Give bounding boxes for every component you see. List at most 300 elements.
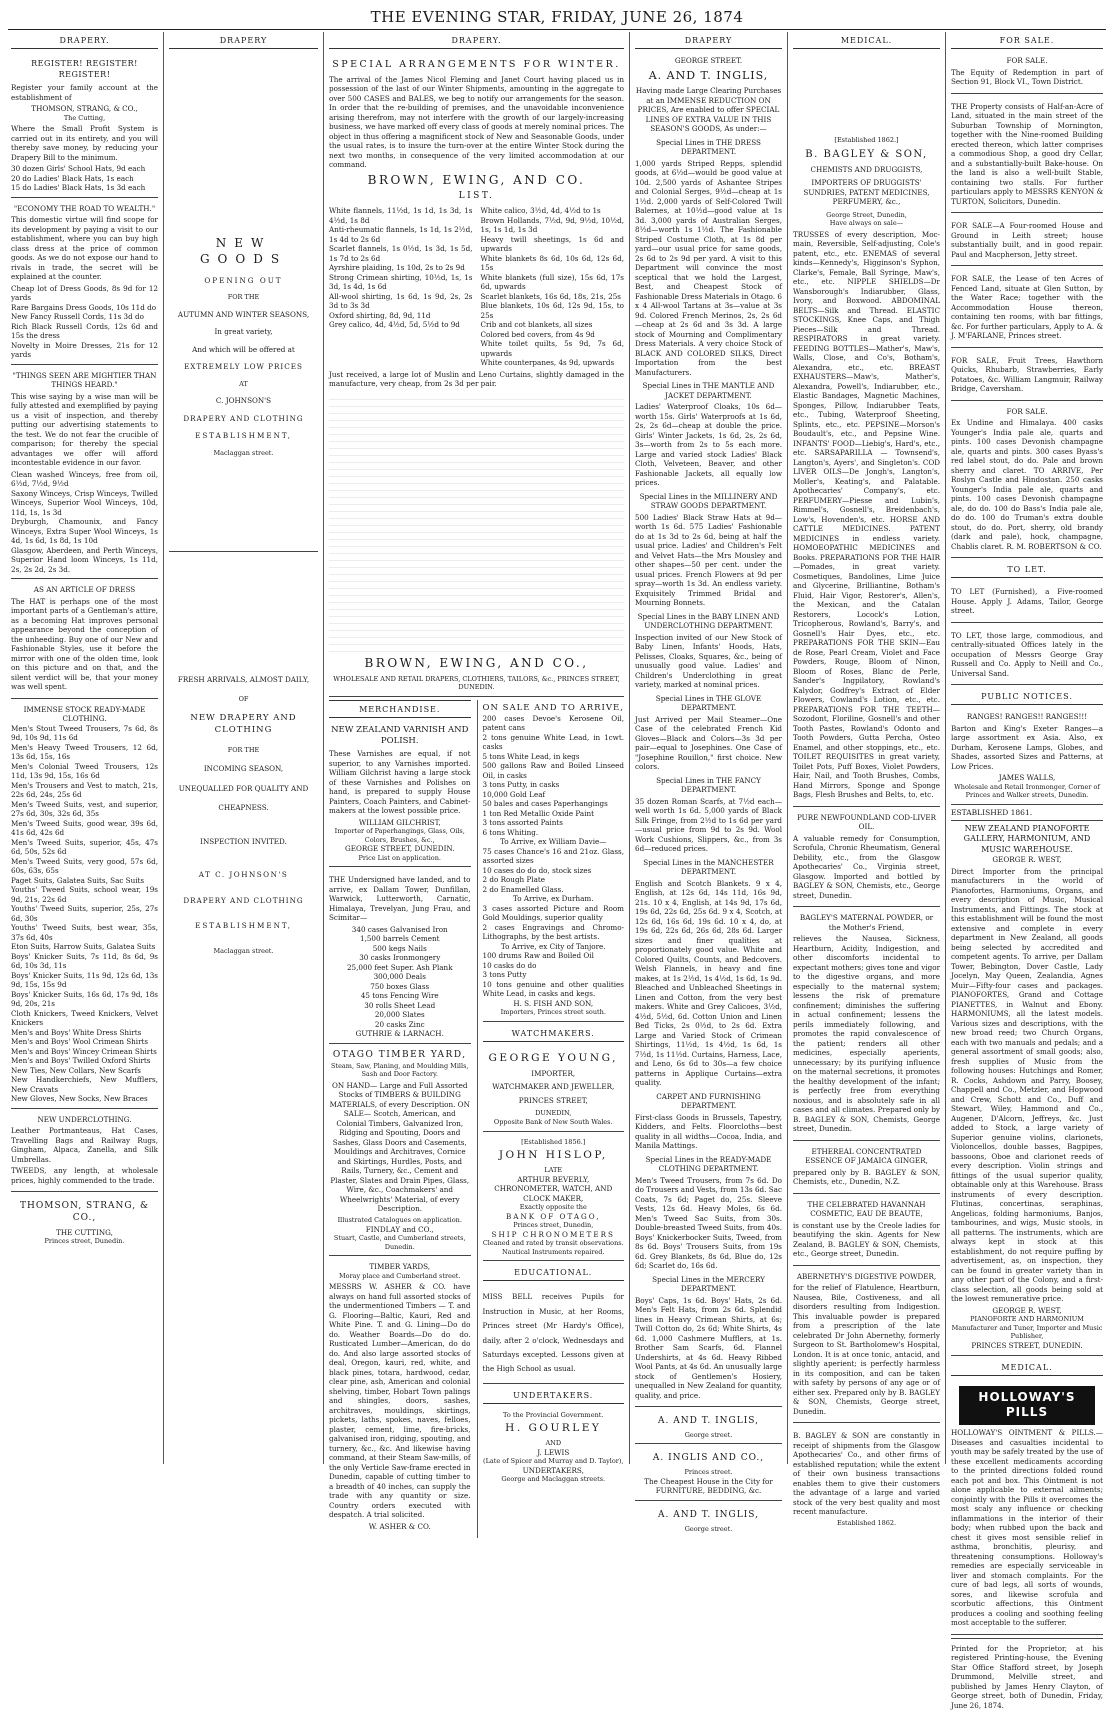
ad-clothing-item: Eton Suits, Harrow Suits, Galatea Suits [11,942,156,952]
ad-special-firm: BROWN, EWING, AND CO. [367,172,586,187]
ad-fresh-l7: CHEAPNESS. [218,803,269,813]
ad-underclothing [11,1112,158,1193]
ad-powder-heading: BAGLEY'S MATERNAL POWDER, or the Mother's Friend, [799,913,934,932]
ad-abernethy [793,1269,940,1424]
inglis-section [635,1092,782,1151]
ad-new-goods-l7: AT [239,379,248,388]
ad-inglis-footer-3-addr: George street. [684,1524,733,1533]
ad-to-let-body: TO LET (Furnished), a Five-roomed House. Apply J. Adams, Tailor, George street. [951,587,1103,615]
ad-things-item: Saxony Winceys, Crisp Winceys, Twilled Winceys, Superior Wool Winceys, 10d, 11d, 1s, 1s 3d [11,488,158,517]
medical-head: MEDICAL. [951,1359,1103,1376]
column-2 [164,32,324,1464]
ad-special-item: White flannels, 11½d, 1s 1d, 1s 3d, 1s 4½d, 1s 8d [329,206,473,225]
ad-special-filler-text [329,393,624,653]
inglis-section [635,694,782,772]
ad-cod-liver [793,810,940,908]
column-1 [6,32,164,1464]
ad-gourley-l4: (Late of Spicer and Murray and D. Taylor), [483,1457,624,1466]
merchandise-head: MERCHANDISE. [329,700,471,718]
ad-young-l4: DUNEDIN, [535,1109,572,1118]
ad-special-firm2: BROWN, EWING, AND CO., [364,655,589,670]
ad-fresh-l2: OF [238,694,249,703]
imprint-text: Printed for the Proprietor, at his registered Printing-house, the Evening Star Office Stafford street, by Joseph Drummond, Melville street, and published by James Henry Clayton, of George street, both of Dunedin, Friday, June 26, 1874. [951,1643,1103,1710]
ad-fresh-l12: Maclaggan street. [213,946,274,955]
ad-on-sale-item: 3 tons Putty [482,970,527,980]
ad-hislop-l8: Cleaned and rated by transit observations. Nautical Instruments repaired. [482,1239,624,1256]
ad-young-heading: GEORGE YOUNG, [488,1052,618,1065]
ad-to-let-1 [951,582,1103,623]
ad-inglis-footer-2-addr: Princes street. [684,1468,733,1477]
ad-hislop-heading: JOHN HISLOP, [498,1149,608,1162]
ad-things [11,368,158,580]
for-sale-ad [951,269,1103,348]
inglis-section-title: Special Lines in THE MANTLE AND JACKET DEPARTMENT. [642,381,775,400]
ad-bagley-l2: IMPORTERS OF DRUGGISTS' SUNDRIES, PATENT MEDICINES, PERFUMERY, &c., [803,178,930,207]
ad-holloway [951,1380,1103,1635]
column-7 [946,32,1108,1710]
ad-thomson-street: Princes street, Dunedin. [44,1237,125,1246]
ad-gourley-l5: UNDERTAKERS, [522,1465,584,1475]
ad-on-sale-item: 2 cases Engravings and Chromo-Lithographs, by the best artists. [482,922,624,942]
ad-on-sale-item: 3 tons assorted Paints [482,818,563,828]
ad-special-list-right [481,206,625,368]
ad-economy-heading: "ECONOMY THE ROAD TO WEALTH." [13,203,156,213]
ad-things-item: Dryburgh, Chamounix, and Fancy Winceys, Extra Super Wool Winceys, 1s 4d, 1s 6d, 1s 8d, 1s 10d [11,517,158,546]
ad-clothing-item: Youths' Tweed Suits, superior, 25s, 27s 6d, 30s [11,904,158,923]
inglis-section-title: Special Lines in the MILLINERY AND STRAW GOODS DEPARTMENT. [639,491,778,511]
ad-register-item: 30 dozen Girls' School Hats, 9d each [11,164,146,174]
column-3-head: DRAPERY. [329,32,624,49]
ad-on-sale-item: 5 tons White Lead, in kegs [482,751,580,761]
ad-on-sale-arrive1-list [483,847,625,895]
ad-gourley [483,1408,625,1488]
ad-on-sale-list [483,714,625,838]
ad-george-young [483,1046,625,1132]
ad-hislop-est: [Established 1856.] [521,1137,586,1146]
ad-new-goods-l10: ESTABLISHMENT, [195,431,292,441]
ad-fresh-l4: FOR THE [227,745,260,754]
ad-otago-firm: FINDLAY and CO., [365,1224,434,1234]
ad-gourley-l3: J. LEWIS [537,1447,570,1457]
ad-new-goods-l9: DRAPERY AND CLOTHING [183,413,304,423]
ad-on-sale-item: 2 do Rough Plate [482,875,546,885]
ad-inglis-footer-1 [635,1410,782,1444]
ad-hislop-l4: Exactly opposite the [519,1203,587,1212]
ad-inglis-intro: Having made Large Clearing Purchases at an IMMENSE REDUCTION ON PRICES, Are enabled to offer SPECIAL LINES OF EXTRA VALUE IN THIS SEASON'S GOODS, As under:— [635,86,782,134]
ad-guthrie-item: 30 casks Ironmongery [359,953,441,963]
ad-guthrie-item: 300,000 Deals [373,972,426,982]
ad-thomson-place: THE CUTTING, [56,1227,113,1237]
ad-clothing [11,702,158,1109]
column-2-head: DRAPERY [169,32,318,49]
ad-inglis-footer-2-firm: A. INGLIS AND CO., [652,1453,765,1464]
ad-hislop-l5: BANK OF OTAGO, [505,1211,601,1221]
ad-underclothing-heading: NEW UNDERCLOTHING. [37,1114,132,1124]
ad-inglis-sections [635,138,782,1401]
ad-inglis-footer-1-addr: George street. [684,1430,733,1439]
inglis-section-body: 35 dozen Roman Scarfs, at 7½d each—well worth 1s 6d. 5,000 yards of Black Silk Fringe, from 2½d to 1s 6d per yard—usual price from 9d to 2s 9d. Wool Work Cushions, Slippers, &c., from 3s 6d—reduced prices. [635,796,782,854]
ad-havannah [793,1197,940,1266]
ad-on-sale-arrive2-list [483,904,625,942]
ad-thomson-footer [11,1195,158,1250]
ad-inglis-footer-3-firm: A. AND T. INGLIS, [658,1509,759,1520]
ad-clothing-item: Men's and Boys' Twilled Oxford Shirts [11,1056,151,1066]
ad-havannah-body: is constant use by the Creole ladies for beautifying the skin. Agents for New Zealand, B. BAGLEY & SON, Chemists, etc., George street, Dunedin. [793,1220,940,1259]
ad-fresh-l9: AT C. JOHNSON'S [198,870,289,880]
ad-underclothing-body2: TWEEDS, any length, at wholesale prices, highly commended to the trade. [11,1166,158,1185]
ad-gourley-heading: H. GOURLEY [505,1422,602,1435]
for-sale-ad [951,351,1103,401]
for-sale-ad [951,404,1103,559]
ad-clothing-item: Boys' Knicker Suits, 16s 6d, 17s 9d, 18s 9d, 20s, 21s [11,989,158,1009]
ad-pianoforte [951,821,1103,1356]
ad-piano-heading: NEW ZEALAND PIANOFORTE GALLERY, HARMONIUM, AND MUSIC WAREHOUSE. [963,823,1091,854]
ad-abernethy-heading: ABERNETHY'S DIGESTIVE POWDER, [796,1271,937,1281]
ad-clothing-item: Cloth Knickers, Tweed Knickers, Velvet Knickers [11,1008,158,1028]
ad-bagley-constant [793,1426,940,1531]
ad-new-goods-heading: NEW GOODS [199,236,288,266]
ad-on-sale-item: 2 tons genuine White Lead, in 1cwt. casks [482,732,624,752]
inglis-section-title: Special Lines in THE DRESS DEPARTMENT. [656,137,761,157]
ad-special-winter [329,53,624,697]
ad-register-place: The Cutting, [63,113,106,122]
ad-fresh-l1: FRESH ARRIVALS, ALMOST DAILY, [177,675,310,685]
ad-varnish-addr: GEORGE STREET, DUNEDIN. [344,844,455,854]
inglis-section-title: Special Lines in THE FANCY DEPARTMENT. [656,775,761,795]
ad-on-sale-item: 100 drums Raw and Boiled Oil [482,951,594,961]
ad-otago-heading: OTAGO TIMBER YARD, [332,1049,467,1060]
ad-guthrie [329,870,471,1044]
ad-special-item: White blankets 8s 6d, 10s 6d, 12s 6d, 15s [480,253,624,273]
ad-clothing-heading: IMMENSE STOCK READY-MADE CLOTHING. [23,704,146,724]
ad-on-sale-item: 10,000 Gold Leaf [482,789,546,799]
ad-clothing-item: Men's Heavy Tweed Trousers, 12 6d, 13s 6d, 15s, 16s [11,742,158,762]
inglis-section-body: Boys' Caps, 1s 6d. Boys' Hats, 2s 6d. Men's Felt Hats, from 2s 6d. Splendid lines in Heavy Crimean Shirts, at 6s; Twill Cotton do, 2s 6d; White Shirts, 4s 6d. 1,000 Cashmere Mufflers, at 1s. Brother Sam Scarfs, 6d. Flannel Undershirts, at 4s 6d. Heavy Ribbed Wool Pants, at 4s 6d. An unusually large stock of Gentlemen's Hosiery, unequalled in New Zealand for quantity, quality, and price. [635,1295,782,1400]
ad-register-heading: REGISTER! REGISTER! REGISTER! [31,59,138,79]
ad-guthrie-item: 500 kegs Nails [372,943,427,953]
ad-inglis-firm: A. AND T. INGLIS, [648,68,769,82]
for-sale-body: The Equity of Redemption in part of Section 91, Block VI., Town District. [951,67,1103,86]
ad-bagley-est: [Established 1862.] [834,136,899,144]
ad-young-l5: Opposite Bank of New South Wales. [493,1117,613,1126]
ad-new-goods-l5: And which will be offered at [192,344,295,354]
ad-special-heading: SPECIAL ARRANGEMENTS FOR WINTER. [332,59,621,70]
ad-special-item: Strong Crimean shirting, 10½d, 1s, 1s 3d, 1s 4d, 1s 6d [329,272,473,292]
ad-bagley-l1: CHEMISTS AND DRUGGISTS, [810,164,923,174]
ad-dress-body: The HAT is perhaps one of the most important parts of a Gentleman's attire, as a becoming Hat improves personal appearance beyond the conception of the unheeding. Buy one of our New and Fashionable Styles, use it before the mirror with one of the olden time, look on this picture and on that, and the silent verdict will be, that your money was well spent. [11,596,158,692]
ad-clothing-item: New Ties, New Collars, New Scarfs [11,1065,141,1075]
ad-economy-item: Novelty in Moire Dresses, 21s for 12 yards [11,340,158,360]
ad-clothing-list [11,724,158,1104]
ad-cod-liver-heading: PURE NEWFOUNDLAND COD-LIVER OIL. [796,812,937,832]
ad-new-goods-l1: OPENING OUT [204,275,283,285]
inglis-section-body: Inspection invited of our New Stock of Baby Linen, Infants' Hoods, Hats, Pelisses, Cloaks, Squares, &c., being of unusually good value. Ladies' and Children's Underclothing in great variety, marked at nominal prices. [635,632,782,690]
ad-gourley-l2: AND [545,1439,562,1448]
ad-inglis-footer-1-firm: A. AND T. INGLIS, [658,1416,759,1427]
ad-bagley [793,53,940,807]
ad-guthrie-item: 1,500 barrels Cement [360,934,440,944]
ad-on-sale-item: 10 tons genuine and other qualities White Lead, in casks and kegs. [482,979,624,999]
for-sale-body: FOR SALE, Fruit Trees, Hawthorn Quicks, Rhubarb, Strawberries, Early Potatoes, &c. William Langmuir, Railway Bridge, Caversham. [951,355,1103,393]
ad-special-item: Brown Hollands, 7½d, 9d, 9½d, 10½d, 1s, 1s 1d, 1s 3d [480,215,624,235]
inglis-section [635,381,782,488]
ad-clothing-item: Men's Colonial Tweed Trousers, 12s 11d, 13s 9d, 15s, 16s 6d [11,761,158,781]
ad-clothing-item: Men's Trousers and Vest to match, 21s, 22s 6d, 24s, 25s 6d [11,780,158,800]
ad-special-list-left [329,206,473,368]
ad-hislop-l7: SHIP CHRONOMETERS [491,1229,615,1239]
inglis-section [635,138,782,378]
ad-on-sale-item: 10 cases do do do, stock sizes [482,865,592,875]
inglis-section-title: CARPET AND FURNISHING DEPARTMENT. [656,1091,761,1111]
ad-on-sale-arrive3: To Arrive, ex City of Tanjore. [500,941,606,951]
ad-clothing-item: New Gloves, New Socks, New Braces [11,1094,148,1104]
ad-timber-body: MESSRS W. ASHER & CO. have always on hand full assorted stocks of the undermentioned Timbers — T. and G. Flooring—Baltic, Kauri, Red and White Pine. T. and G. Lining—Do do do. Weather Boards—Do do do. Rusticated Lumber—American, do do do. And also large assorted stocks of deal, Oregon, kauri, red, white, and black pines, totara, hardwood, cedar, clear pine, ash, American and colonial shelving, timber, Hobart Town palings and shingles, doors, sashes, architraves, mouldings, skirtings, pickets, laths, spokes, naves, felloes, plaster, cement, lime, fire-bricks, galvanised iron, ridging, spouting, and turnery, &c., &c. And likewise having command, at their Steam Saw-mills, of the only Verticle Saw-frame erected in Dunedin, capable of cutting timber to a breadth of 40 inches, can supply the trade with any quantity or size. Country orders executed with despatch. A trial solicited. [329,1282,471,1520]
ad-varnish-name: WILLIAM GILCHRIST, [358,817,441,827]
ad-bagley-l3: George Street, Dunedin, [826,210,907,219]
ad-young-l3: PRINCES STREET, [518,1095,588,1105]
for-sale-heading: FOR SALE. [1006,406,1048,416]
ad-inglis-footer-3 [635,1504,782,1537]
ad-gourley-l6: George and Maclaggan streets. [501,1475,606,1484]
ad-special-item: Ayrshire plaiding, 1s 10d, 2s to 2s 9d [329,263,465,273]
ad-clothing-item: Youths' Tweed Suits, school wear, 19s 9d, 21s, 22s 6d [11,885,158,904]
ad-guthrie-item: 25,000 feet Super. Ash Plank [346,962,453,972]
ad-gourley-l1: To the Provincial Government. [503,1410,604,1419]
ad-on-sale-addr: Importers, Princes street south. [500,1008,606,1017]
inglis-section [635,858,782,1088]
ad-fresh-l11: ESTABLISHMENT, [195,921,292,931]
column-1-head: DRAPERY. [11,32,158,49]
masthead [0,0,1114,30]
ad-clothing-item: Men's Tweed Suits, good wear, 39s 6d, 41s 6d, 42s 6d [11,818,158,838]
ad-special-item: Crib and cot blankets, all sizes [480,320,593,330]
inglis-section-title: Special Lines in THE GLOVE DEPARTMENT. [655,693,762,713]
ad-clothing-item: Men's and Boys' White Dress Shirts [11,1027,142,1037]
inglis-section-body: English and Scotch Blankets. 9 x 4, English, at 12s 6d, 14s 11d, 16s 9d, 21s. 10 x 4, English, at 14s 9d, 17s 6d, 19s 6d, 22s 6d, 25s 6d. 9 x 4, Scotch, at 12s 6d, 16s 6d, 19s 6d. 10 x 4, do, at 19s 6d, 22s 6d, 26s 6d, 28s 6d. Larger sizes and finer qualities at proportionately good value. White and Colored Quilts, Counts, and Bedcovers. Welsh Flannels, in heavy and fine makes, at 1s 2½d, 1s 4½d, 1s 6d, 1s 9d. Bleached and Unbleached Sheetings in Linen and Cotton, from the very best makers. White and Grey Calicoes, 3½d, 4½d, 5½d, 6d. Cotton Union and Linen Bed Ticks, 2s 0½d, to 2s 6d. Extra Large and Varied Stock of Crimean Shirtings, 11½d, 1s 4½d, 1s 6d, 1s 7½d, 1s 11½d. Curtains, Harness, Lace, and Leno, 6s 6d to 30s—a few choice patterns in Applique Curtains—extra quality. [635,878,782,1088]
ad-guthrie-item: 750 boxes Glass [370,981,430,991]
ad-on-sale-arrive2: To Arrive, ex Durham. [512,894,594,904]
inglis-section-body: First-class Goods in Brussels, Tapestry, Kidders, and Felts. Floorcloths—best quality in all widths—Cocoa, India, and Manila Mattings. [635,1112,782,1151]
watchmakers-head: WATCHMAKERS. [483,1025,625,1042]
ad-on-sale-heading: ON SALE AND TO ARRIVE, [482,702,624,713]
ad-on-sale-firm: H. S. FISH AND SON, [513,998,594,1008]
public-notices-head: PUBLIC NOTICES. [951,688,1103,705]
ad-underclothing-body: Leather Portmanteaus, Hat Cases, Travelling Bags and Railway Rugs, Gingham, Alpaca, Zanella, and Silk Umbrellas. [11,1126,158,1164]
ad-dress [11,582,158,699]
inglis-section [635,1155,782,1271]
ad-register [11,53,158,198]
ad-piano-body: Direct Importer from the principal manufacturers in the world of Pianofortes, Harmoniums, Organs, and every description of Music, Musical Instruments, and Fittings. The stock at this establishment will be found the most extensive and complete in every department in New Zealand, all goods being selected by accredited and competent agents. To arrive, per Dallam Tower, Bebington, Dover Castle, Lady Jocelyn, May Queen, Zealandia, Agnes Muir—Fifty-four cases and packages. PIANOFORTES, Grand and Cottage PIANETTES, in Walnut and Ebony. HARMONIUMS, all the latest models. Various sizes and descriptions, with the new broad reed; two Church Organs, each with two manuals and pedals; and a general assortment of small goods; also, fresh supplies of Music from the following houses: Hutchings and Romer, R. Cocks, Ashdown and Parry, Boosey, Chappell and Co., Metzler, and Hopwood and Crew, Schott and Co., Duff and Stewart, Wiley, Hammond and Co., Augener, D'Alcorn, Jeffreys, &c. Just added to Stock, a large variety of Superior genuine violins, clarionets, Violoncellos, double basses, Bagpipes, bassoons, Oboe and clarionet reeds of every description. Violin strings and fittings of the usual superior quality, obtainable only at this Warehouse. Brass instruments of every description. Flutinas, concertinas, seraphinas, Angelicas, folding harmoniums, Banjos, tambourines, and wigs, Music stools, in all patterns. The instruments, which are always kept in stock at this establishment, do not require puffing by advertisement, as, on inspection, they can be found in greater variety than in any other part of the Colony, and a first-class selection, all goods being sold at the lowest remunerative price. [951,866,1103,1304]
ad-inglis-addr: GEORGE STREET. [674,56,743,65]
for-sale-heading: FOR SALE. [1006,56,1048,65]
ad-new-goods-l4: In great variety, [214,327,273,337]
ad-clothing-item: Men's and Boys' Wool Crimean Shirts [11,1037,149,1047]
ad-new-goods-l2: FOR THE [227,293,260,302]
ad-on-sale-arrive3-list [483,951,625,999]
holloway-pills-logo: HOLLOWAY'S PILLS [959,1386,1095,1426]
ad-clothing-item: Men's Tweed Suits, vest, and superior, 27s 6d, 30s, 32s 6d, 35s [11,799,158,819]
ad-varnish-heading: NEW ZEALAND VARNISH AND POLISH. [331,724,469,746]
ad-register-body2: Where the Small Profit System is carried out in its entirety, and you will thereby save money, by reducing your Drapery Bill to the minimum. [11,124,158,162]
ad-things-heading: "THINGS SEEN ARE MIGHTIER THAN THINGS HEARD." [12,370,157,390]
ad-guthrie-body: THE Undersigned have landed, and to arrive, ex Dallam Tower, Dunfillan, Warwick, Lutterworth, Carnatic, Himalaya, Trevelyan, Jung Frau, and Scimitar— [329,875,471,923]
ad-fresh-l5: INCOMING SEASON, [203,764,284,774]
inglis-section-body: 1,000 yards Striped Repps, splendid goods, at 6½d—would be good value at 10d. 2,500 yards of Ashantee Stripes and Colonial Serges, 9½d—cheap at 1s 1½d. 2,000 yards of Self-Colored Twill Balernes, at 10½d—good value at 1s 3d. 3,000 yards of Australian Serges, 8½d—worth 1s 1½d. The Fashionable Striped Costume Cloth, at 1s 8d per yard—our usual price for same goods, 2s 6d to 2s 9d per yard. A visit to this Department will convince the most sceptical that we hold the Largest, Best, and Cheapest Stock of Fashionable Dress Materials in Otago. 6 x 4 All-wool Tartans at 3s—value at 3s 9d. Colored French Merinos, 2s, 2s 6d—cheap at 2s 6d and 3s 3d. A large stock of Mourning and Complimentary Dress Materials. A very choice Stock of BLACK AND COLORED SILKS, Direct Importation from the best Manufacturers. [635,158,782,377]
ad-varnish-role: Importer of Paperhangings, Glass, Oils, Colors, Brushes, &c., [334,827,465,844]
ad-things-body: This wise saying by a wise man will be fully attested and exemplified by paying us a visit of inspection, and thereby putting our advertising statements to the test. We do not fear the crucible of comparison; for thereby the special advantages we offer will afford incontestable evidence in our favor. [11,391,158,468]
ad-clothing-item: Men's Tweed Suits, superior, 45s, 47s 6d, 50s, 52s 6d [11,837,158,857]
ad-on-sale-arrive1: To Arrive, ex William Davie— [500,837,607,847]
ad-bagley-body: TRUSSES of every description, Moc-main, Reversible, Self-adjusting, Cole's patent, etc., etc. ENEMAS of several kinds—Kennedy's, Higginson's Syphon, Clarke's, Female, Ball Syringe, Maw's, etc., etc. NIPPLE SHIELDS—Dr Wansborough's Indiarubber, Glass, Ivory, and Boxwood. ABDOMINAL BELTS—Silk and Thread. ELASTIC STOCKINGS, Knee Caps, and Thigh Pieces—Silk and Thread. RESPIRATORS in great variety. FEEDING BOTTLES—Mather's, Maw's, Walls, Close, and Co's, Botham's, Alexandra, etc., etc. BREAST EXHAUSTERS—Maw's, Mather's, Alexandra, Powell's, Indiarubber, etc., Elastic Bandages, Magnetic Machines, Sponges, Pillow, Indiarubber Teats, etc., Tubing, Waterproof Sheeting, Splints, etc., etc. PEPSINE—Morson's Boudault's, etc., and Pepsine Wine. INFANTS' FOOD—Liebig's, Hard's, etc., etc. SARSAPARILLA — Townsend's, Langton's, Ayers', and Singleton's. COD LIVER OILS—De Jongh's, Langton's, Moller's, Keating's, and Palatable. Apothecaries' Company's, etc. PERFUMERY—Piesse and Lubin's, Rimmel's, Gosnell's, Breidenbach's, Low's, Hovenden's, etc. HORSE AND CATTLE MEDICINES. PATENT MEDICINES in endless variety. HOMOEOPATHIC MEDICINES and Books. PREPARATIONS FOR THE HAIR—Pomades, in great variety. Cosmetiques, Bandolines, Lime Juice and Glycerine, Brilliantine, Botham's Fluid, Hair Vigor, Restorer's, Allen's, the Mexican, and the Catalan Restorers, Locock's Lotion, Tricopherous, Rowland's, Barry's, and Gosnell's Hair Dyes, etc., etc. PREPARATIONS FOR THE SKIN—Eau de Rose, Pearl Cream, Violet and Face Powders, Rouge, Bloom of Ninon, Bloom of Roses, Blanc de Perle, Sander's Ingpilatory, Rowland's Kalydor, Godfrey's Extract of Elder Flowers, Cowland's Lotion, etc., etc. PREPARATIONS FOR THE TEETH—Sozodont, Floriline, Gosnell's and other Tooth Pastes, Rowland's Odonto and Tooth Powders, Gutta Percha, Osteo Enamel, and other stoppings, etc., etc. TOILET REQUISITES in great variety, Toilet Pots, Puff Boxes, Violet Powders, Hair, Nail, and Tooth Brushes, Combs, Hand Mirrors, Sponge and Sponge Bags, Flesh Brushes and Belts, to, etc. [793,229,940,800]
ad-guthrie-item: 340 cases Galvanised Iron [351,924,448,934]
educational-head: EDUCATIONAL. [483,1264,625,1281]
ad-new-goods-l6: EXTREMELY LOW PRICES [184,362,303,372]
ad-economy-item: New Fancy Russell Cords, 11s 3d do [11,312,144,322]
ad-clothing-item: New Handkerchiefs, New Mufflers, New Cravats [11,1075,158,1094]
ad-new-goods-l8: C. JOHNSON'S [215,396,272,406]
column-3 [324,32,630,1531]
ad-piano-role: PIANOFORTE AND HARMONIUM Manufacturer and Tuner, Importer and Music Publisher, [951,1315,1103,1341]
ad-economy-item: Rare Bargains Dress Goods, 10s 11d do [11,302,157,312]
ad-fresh-l6: UNEQUALLED FOR QUALITY AND [178,783,309,793]
ad-constant-body: B. BAGLEY & SON are constantly in receipt of shipments from the Glasgow Apothecaries' Co., and other firms of established reputation; while the extent of their own business transactions enables them to give their customers the advantage of a large and varied stock of the very best quality and most recent manufacture. [793,1431,940,1517]
ad-special-item: Anti-rheumatic flannels, 1s 1d, 1s 2½d, 1s 4d to 2s 6d [329,225,473,244]
ad-otago-sub: Steam, Saw, Planing, and Moulding Mills, Sash and Door Factory. [331,1061,469,1079]
masthead-rule [8,29,1106,30]
ad-young-l2: WATCHMAKER AND JEWELLER, [492,1082,615,1092]
inglis-section-title: Special Lines in the BABY LINEN AND UNDERCLOTHING DEPARTMENT. [637,611,780,631]
ad-register-body: Register your family account at the establishment of [11,83,158,102]
ad-economy-item: Cheap lot of Dress Goods, 8s 9d for 12 yards [11,283,158,303]
ad-thomson-firm: THOMSON, STRANG, & CO., [20,1201,149,1224]
ad-ginger-body: prepared only by B. BAGLEY & SON, Chemists, etc., Dunedin, N.Z. [793,1167,940,1187]
newspaper-title: THE EVENING STAR, FRIDAY, JUNE 26, 1874 [370,8,744,26]
inglis-section [635,1275,782,1401]
ad-piano-addr: PRINCES STREET, DUNEDIN. [971,1341,1083,1351]
ad-bagley-heading: B. BAGLEY & SON, [805,148,928,160]
for-sale-ad [951,97,1103,214]
ad-john-hislop [483,1135,625,1262]
for-sale-list [951,53,1103,558]
ad-guthrie-item: 20 casks Zinc [374,1019,425,1029]
undertakers-head: UNDERTAKERS. [483,1387,625,1404]
ad-dress-heading: AS AN ARTICLE OF DRESS [33,585,136,595]
inglis-section-body: Men's Tweed Trousers, from 7s 6d. Do do Trousers and Vests, from 13s 6d. Sac Coats, 7s 6d; Paget do, 25s. Sleeve Vests, 12s 6d. Heavy Moles, 6s 6d. Men's Tweed Sac Suits, from 30s. Double-breasted Tweed Suits, from 40s. Boys' Knickerbocker Suits, Tweed, from 8s 6d. Boys' Trousers Suits, from 19s 6d. Grey Blankets, 8s 6d, Blue do, 12s 6d; Scarlet do, 16s 6d. [635,1175,782,1271]
ad-inglis [635,53,782,1407]
ad-varnish-body: These Varnishes are equal, if not superior, to any Varnishes imported. William Gilchrist having a large stock of these Varnishes and Polishes on hand, is prepared to supply House Painters, Coach Painters, and Cabinet-makers at the lowest possible price. [329,749,471,816]
ad-special-item: Oxford shirting, 8d, 9d, 11d [329,310,431,320]
ad-fresh-arrivals [169,555,318,975]
ad-ranges-role: Wholesale and Retail Ironmonger, Corner of Princes and Walker streets, Dunedin. [954,782,1100,800]
ad-maternal-powder [793,910,940,1141]
ad-otago-addr: Stuart, Castle, and Cumberland streets, Dunedin. [333,1234,466,1251]
ad-on-sale-item: 10 casks do do [482,960,537,970]
ad-timber-heading: TIMBER YARDS, [369,1262,431,1272]
ad-things-item: Glasgow, Aberdeen, and Perth Winceys, Superior Hand loom Winceys, 1s 11d, 2s, 2s 2d, 2s 3d. [11,545,158,574]
imprint [951,1638,1103,1716]
ad-ginger-heading: ETHEREAL CONCENTRATED ESSENCE OF JAMAICA GINGER, [805,1146,928,1166]
for-sale-body: Ex Undine and Himalaya. 400 casks Younger's India pale ale, quarts and pints. 100 cases Devonish champagne ale, quarts and pints. 300 cases Byass's red label stout, do do. Pale and brown sherry and claret. TO ARRIVE, Per Roslyn Castle and Hindostan. 250 casks Younger's India pale ale, quarts and pints. 100 cases Devonish champagne ale, do do. 100 do Bass's India pale ale, do do. 100 do Truman's extra double stout, do do. Port, sherry, old brandy (dark and pale), hock, champagne, Chablis claret. R. M. ROBERTSON & CO. [951,418,1103,551]
ad-constant-est: Established 1862. [836,1518,897,1527]
column-5-head: DRAPERY [635,32,782,49]
ad-special-item: White calico, 3½d, 4d, 4½d to 1s [480,206,601,216]
ad-new-goods [169,53,318,552]
ad-special-item: Blue blankets, 10s 6d, 12s 9d, 15s, to 25s [480,301,624,320]
inglis-section-body: 500 Ladies' Black Straw Hats at 9d—worth 1s 6d. 575 Ladies' Fashionable do at 1s 3d to 2s 6d, being at half the usual price. Ladies' and Children's Felt and Velvet Hats—the Mrs Mousley and other shapes—50 per cent. under the usual prices. French Flowers at 9d per spray—worth 1s 3d. An endless variety. Exquisitely Trimmed Bridal and Mourning Bonnets. [635,512,782,608]
ad-special-item: Scarlet blankets, 16s 6d, 18s, 21s, 25s [480,291,621,301]
column-6-head: MEDICAL. [793,32,940,49]
ad-ranges-heading: RANGES! RANGES!! RANGES!!! [966,712,1088,721]
inglis-section-body: Just Arrived per Mail Steamer—One Case of the celebrated French Kid Gloves—Black and Colors—3s 3d per pair—equal to Josephines. One Case of "Josephine Rouillon," first choice. New colors. [635,714,782,772]
ad-young-l1: IMPORTER, [531,1068,576,1078]
ad-hislop-l1: LATE [544,1165,563,1174]
ad-register-item: 20 do Ladies' Black Hats, 1s each [11,173,134,183]
ad-abernethy-body: for the relief of Flatulence, Heartburn, Nausea, Bile, Costiveness, and all disorders resulting from Indigestion. This invaluable powder is prepared from a prescription of the late celebrated Dr John Abernethy, formerly Surgeon to St. Bartholomew's Hospital, London. It is at once tonic, antacid, and slightly aperient; is perfectly harmless in its composition, and can be taken with safety by persons of any age or of either sex. Prepared only by B. BAGLEY & SON, Chemists, George street, Dunedin. [793,1283,940,1416]
ad-miss-bell [483,1285,625,1383]
ad-cod-liver-body: A valuable remedy for Consumption, Scrofula, Chronic Rheumatism, General Debility, etc., from the Glasgow Apothecaries' Co., Virginia street, Glasgow. Imported and bottled by BAGLEY & SON, Chemists, etc., George street, Dunedin. [793,833,940,900]
ad-special-item: White counterpanes, 4s 9d, upwards [480,358,615,368]
ad-economy [11,201,158,365]
ad-bagley-l4: Have always on sale— [829,219,904,228]
ad-to-let-body: TO LET, those large, commodious, and centrally-situated Offices lately in the occupation of Messrs George Gray Russell and Co. Apply to Neill and Co., Universal Sand. [951,630,1103,678]
ad-special-tag: WHOLESALE AND RETAIL DRAPERS, CLOTHIERS, TAILORS, &c., PRINCES STREET, DUNEDIN. [333,674,620,692]
ad-clothing-item: Men's and Boys' Wincey Crimean Shirts [11,1046,157,1056]
ad-special-item: Heavy twill sheetings, 1s 6d and upwards [480,234,624,254]
column-5 [630,32,788,1533]
ad-special-item: Grey calico, 4d, 4½d, 5d, 5½d to 9d [329,320,460,330]
ad-things-item: Clean washed Winceys, free from oil, 6½d, 7½d, 9½d [11,469,158,489]
ad-inglis-footer-2 [635,1447,782,1500]
ad-on-sale-item: 75 cases Chance's 16 and 21oz. Glass, assorted sizes [482,846,624,866]
ad-on-sale-item: 3 tons Putty, in casks [482,780,560,790]
ad-to-let-2 [951,626,1103,686]
inglis-section-title: Special Lines in the MERCERY DEPARTMENT. [652,1274,765,1294]
for-sale-body: FOR SALE—A Four-roomed House and Ground in Leith street; house substantially built, and in good repair. Paul and Macpherson, Jetty street. [951,221,1103,259]
ad-timber-firm: W. ASHER & CO. [368,1521,431,1531]
inglis-section [635,776,782,854]
ad-fresh-l3: NEW DRAPERY AND CLOTHING [190,713,297,735]
column-6 [788,32,946,1527]
ad-ranges-firm: JAMES WALLS, [998,773,1056,782]
ad-powder-body: relieves the Nausea, Sickness, Heartburn, Acidity, Indigestion, and other discomforts incidental to expectant mothers; gives tone and vigor to the digestive organs, and more especially to the maternal system; lessens the risk of premature confinement; diminishes the suffering in actual confinement; lessens the perils immediately following, and promotes the rapid convalescence of the patient; renders all other medicines, especially aperients, unnecessary; by its purifying influence on the maternal secretions, it promotes the healthy development of the infant; is perfectly free from everything noxious, and is absolutely safe in all cases and all climates. Prepared only by B. BAGLEY & SON, Chemists, George street, Dunedin. [793,934,940,1134]
ad-piano-firm: GEORGE R. WEST, [992,1305,1062,1315]
ad-register-item: 15 do Ladies' Black Hats, 1s 3d each [11,183,146,193]
ad-inglis-footer-2-body: The Cheapest House in the City for FURNITURE, BEDDING, &c. [644,1476,773,1496]
ad-on-sale-item: 50 bales and cases Paperhangings [482,799,608,809]
ad-special-body: The arrival of the James Nicol Fleming and Janet Court having placed us in possession of the last of our Winter Shipments, amounting in the aggregate to over 500 CASES and BALES, we beg to notify our arrangements for the season. In order that the re-building of premises, and the unavoidable inconvenience arising therefrom, may not interfere with the growth of our largely-increasing business, we have marked off every class of goods at merely nominal prices. The object in thus offering a magnificent stock of New and Seasonable Goods, under the usual rates, is to insure the turn-over at the entire Winter Stock during the next two months, in consequence of the very limited accommodation at our command. [329,74,624,170]
ad-on-sale-item: 1 ton Red Metallic Oxide Paint [482,808,595,818]
for-sale-ad [951,216,1103,266]
ad-clothing-item: Men's Tweed Suits, very good, 57s 6d, 60s, 63s, 65s [11,856,158,876]
ad-guthrie-item: 30 rolls Sheet Lead [364,1000,436,1010]
inglis-section [635,492,782,608]
ad-timber-sub: Moray place and Cumberland street. [339,1271,461,1280]
ad-new-goods-l11: Maclaggan street. [213,448,274,457]
for-sale-ad [951,53,1103,94]
inglis-section [635,612,782,690]
ad-fresh-l10: DRAPERY AND CLOTHING [183,895,304,905]
ad-ranges-body: Barton and King's Exeter Ranges—a large assortment ex Asia. Also, ex Durham, Kerosene Lamps, Globes, and Shades, assorted Sizes and Patterns, at Low Prices. [951,723,1103,771]
ad-otago-body: ON HAND— Large and Full Assorted Stocks of TIMBERS & BUILDING MATERIALS, of every Description. ON SALE— Scotch, American, and Colonial Timbers, Galvanized Iron, Ridging and Spouting, Doors and Sashes, Glass Doors and Casements, Mouldings and Architraves, Cornice and Skirtings, Hurdles, Posts, and Rails, Turnery, &c., Cement and Plaster, Slates and Drain Pipes, Glass, Wire, &c., Coachmakers' and Wheelwrights' Material, of every Description. [329,1080,470,1214]
ad-hislop-l6: Princes street, Dunedin, [513,1221,594,1230]
to-let-head: TO LET. [951,561,1103,578]
ad-guthrie-list [329,925,471,1030]
ad-hislop-l2: ARTHUR BEVERLY, [517,1174,590,1184]
ad-clothing-item: Paget Suits, Galatea Suits, Sac Suits [11,875,145,885]
ad-guthrie-item: 45 tons Fencing Wire [360,991,439,1001]
ad-havannah-heading: THE CELEBRATED HAVANNAH COSMETIC, EAU DE BEAUTE, [807,1199,926,1219]
ad-ginger [793,1144,940,1194]
